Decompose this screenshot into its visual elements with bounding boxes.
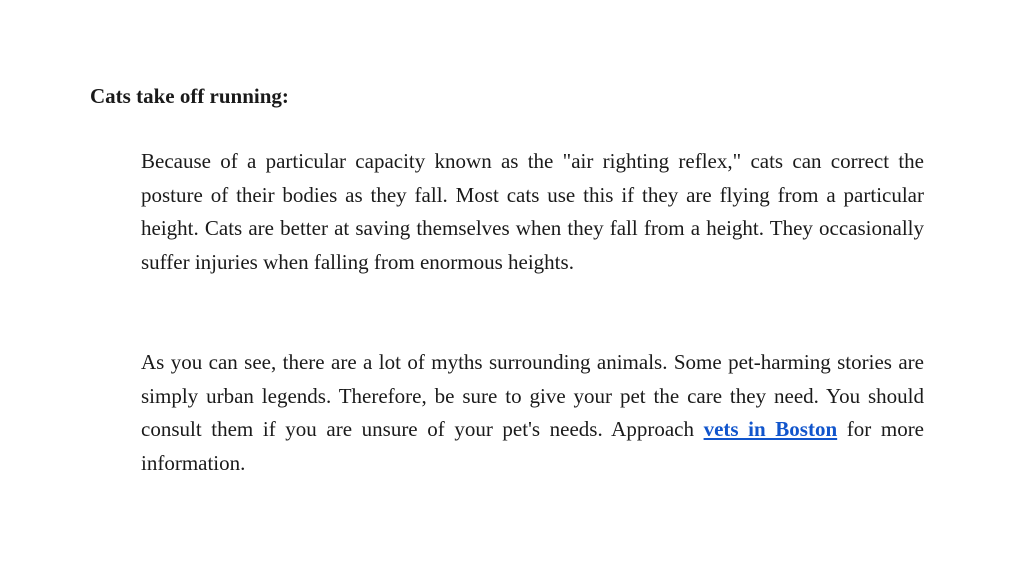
- vets-in-boston-link[interactable]: vets in Boston: [703, 417, 838, 442]
- paragraph-air-righting-reflex: Because of a particular capacity known as the "air righting reflex," cats can correct the posture of their bodies as they fall. Most cats use this if they are flying from a particular height. Cats are better at saving themselves when they fall from a height. They occasionally suffer injuries when falling from enormous heights.: [141, 149, 924, 274]
- paragraph-myths: [141, 346, 924, 480]
- paragraph-myths-text-after: for more information.: [141, 417, 925, 475]
- paragraph-myths-text-before: As you can see, there are a lot of myths surrounding animals. Some pet-harming stories are simply urban legends. Therefore, be sure to give your pet the care they need. You should consult them if you are unsure of your pet's needs. Approach: [141, 350, 924, 442]
- section-heading: Cats take off running:: [90, 84, 289, 108]
